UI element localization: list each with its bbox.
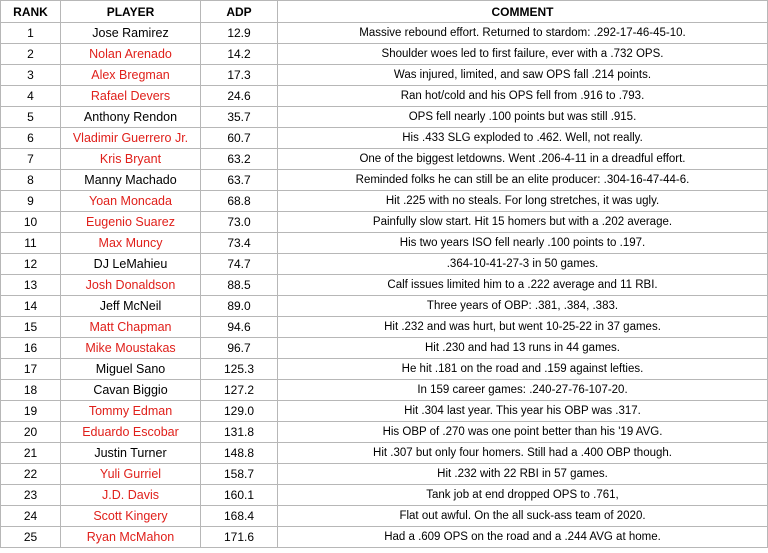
player-cell: Eugenio Suarez <box>61 212 201 233</box>
player-cell: Manny Machado <box>61 170 201 191</box>
adp-cell: 73.4 <box>201 233 278 254</box>
rank-cell: 3 <box>1 65 61 86</box>
header-adp: ADP <box>201 1 278 23</box>
rank-cell: 9 <box>1 191 61 212</box>
player-cell: Jeff McNeil <box>61 296 201 317</box>
rank-cell: 19 <box>1 401 61 422</box>
header-row <box>1 1 768 23</box>
rank-cell: 20 <box>1 422 61 443</box>
player-cell: Mike Moustakas <box>61 338 201 359</box>
comment-cell: He hit .181 on the road and .159 against lefties. <box>278 359 768 380</box>
table-row <box>1 401 768 422</box>
comment-cell: His .433 SLG exploded to .462. Well, not really. <box>278 128 768 149</box>
player-cell: Yuli Gurriel <box>61 464 201 485</box>
rank-cell: 25 <box>1 527 61 548</box>
comment-cell: In 159 career games: .240-27-76-107-20. <box>278 380 768 401</box>
player-cell: Kris Bryant <box>61 149 201 170</box>
player-cell: Max Muncy <box>61 233 201 254</box>
table-row <box>1 296 768 317</box>
adp-cell: 73.0 <box>201 212 278 233</box>
table-row <box>1 338 768 359</box>
comment-cell: Ran hot/cold and his OPS fell from .916 to .793. <box>278 86 768 107</box>
adp-cell: 14.2 <box>201 44 278 65</box>
table-row <box>1 422 768 443</box>
player-cell: Rafael Devers <box>61 86 201 107</box>
table-row <box>1 149 768 170</box>
adp-cell: 96.7 <box>201 338 278 359</box>
player-cell: Ryan McMahon <box>61 527 201 548</box>
player-cell: Matt Chapman <box>61 317 201 338</box>
header-player: PLAYER <box>61 1 201 23</box>
table-row <box>1 275 768 296</box>
adp-cell: 63.7 <box>201 170 278 191</box>
adp-cell: 24.6 <box>201 86 278 107</box>
comment-cell: .364-10-41-27-3 in 50 games. <box>278 254 768 275</box>
player-cell: Anthony Rendon <box>61 107 201 128</box>
comment-cell: Massive rebound effort. Returned to stardom: .292-17-46-45-10. <box>278 23 768 44</box>
comment-cell: OPS fell nearly .100 points but was still .915. <box>278 107 768 128</box>
adp-cell: 131.8 <box>201 422 278 443</box>
adp-cell: 12.9 <box>201 23 278 44</box>
comment-cell: Flat out awful. On the all suck-ass team of 2020. <box>278 506 768 527</box>
adp-cell: 74.7 <box>201 254 278 275</box>
rank-cell: 17 <box>1 359 61 380</box>
rank-cell: 24 <box>1 506 61 527</box>
adp-cell: 168.4 <box>201 506 278 527</box>
player-cell: Josh Donaldson <box>61 275 201 296</box>
comment-cell: Hit .232 with 22 RBI in 57 games. <box>278 464 768 485</box>
comment-cell: His OBP of .270 was one point better than his '19 AVG. <box>278 422 768 443</box>
rank-cell: 12 <box>1 254 61 275</box>
comment-cell: Hit .304 last year. This year his OBP was .317. <box>278 401 768 422</box>
table-body <box>1 23 768 548</box>
player-cell: Justin Turner <box>61 443 201 464</box>
table-row <box>1 527 768 548</box>
rank-cell: 21 <box>1 443 61 464</box>
adp-cell: 148.8 <box>201 443 278 464</box>
player-cell: Vladimir Guerrero Jr. <box>61 128 201 149</box>
rank-cell: 18 <box>1 380 61 401</box>
comment-cell: Hit .230 and had 13 runs in 44 games. <box>278 338 768 359</box>
comment-cell: Had a .609 OPS on the road and a .244 AVG at home. <box>278 527 768 548</box>
comment-cell: Reminded folks he can still be an elite producer: .304-16-47-44-6. <box>278 170 768 191</box>
table-row <box>1 380 768 401</box>
rank-cell: 23 <box>1 485 61 506</box>
player-cell: Miguel Sano <box>61 359 201 380</box>
rank-cell: 5 <box>1 107 61 128</box>
rank-cell: 16 <box>1 338 61 359</box>
rank-cell: 2 <box>1 44 61 65</box>
comment-cell: His two years ISO fell nearly .100 points to .197. <box>278 233 768 254</box>
player-cell: Tommy Edman <box>61 401 201 422</box>
player-cell: Jose Ramirez <box>61 23 201 44</box>
table-row <box>1 86 768 107</box>
comment-cell: Hit .307 but only four homers. Still had a .400 OBP though. <box>278 443 768 464</box>
player-cell: Alex Bregman <box>61 65 201 86</box>
player-cell: DJ LeMahieu <box>61 254 201 275</box>
adp-cell: 89.0 <box>201 296 278 317</box>
adp-cell: 63.2 <box>201 149 278 170</box>
comment-cell: Was injured, limited, and saw OPS fall .214 points. <box>278 65 768 86</box>
header-comment: COMMENT <box>278 1 768 23</box>
rank-cell: 7 <box>1 149 61 170</box>
comment-cell: Shoulder woes led to first failure, ever with a .732 OPS. <box>278 44 768 65</box>
adp-cell: 158.7 <box>201 464 278 485</box>
table-row <box>1 191 768 212</box>
table-row <box>1 317 768 338</box>
player-cell: Nolan Arenado <box>61 44 201 65</box>
rank-cell: 11 <box>1 233 61 254</box>
adp-cell: 127.2 <box>201 380 278 401</box>
rank-cell: 1 <box>1 23 61 44</box>
adp-cell: 60.7 <box>201 128 278 149</box>
rank-cell: 14 <box>1 296 61 317</box>
comment-cell: Calf issues limited him to a .222 average and 11 RBI. <box>278 275 768 296</box>
rank-cell: 15 <box>1 317 61 338</box>
table-row <box>1 485 768 506</box>
player-cell: Scott Kingery <box>61 506 201 527</box>
player-cell: Yoan Moncada <box>61 191 201 212</box>
player-cell: Cavan Biggio <box>61 380 201 401</box>
table-row <box>1 65 768 86</box>
table-row <box>1 254 768 275</box>
adp-cell: 68.8 <box>201 191 278 212</box>
adp-cell: 171.6 <box>201 527 278 548</box>
player-cell: J.D. Davis <box>61 485 201 506</box>
rank-cell: 8 <box>1 170 61 191</box>
player-cell: Eduardo Escobar <box>61 422 201 443</box>
comment-cell: Painfully slow start. Hit 15 homers but with a .202 average. <box>278 212 768 233</box>
comment-cell: Hit .225 with no steals. For long stretches, it was ugly. <box>278 191 768 212</box>
adp-cell: 125.3 <box>201 359 278 380</box>
comment-cell: Three years of OBP: .381, .384, .383. <box>278 296 768 317</box>
table-row <box>1 128 768 149</box>
adp-cell: 160.1 <box>201 485 278 506</box>
adp-cell: 129.0 <box>201 401 278 422</box>
table-row <box>1 359 768 380</box>
comment-cell: Hit .232 and was hurt, but went 10-25-22 in 37 games. <box>278 317 768 338</box>
table-row <box>1 170 768 191</box>
table-row <box>1 506 768 527</box>
table-row <box>1 443 768 464</box>
header-rank: RANK <box>1 1 61 23</box>
rank-cell: 6 <box>1 128 61 149</box>
rank-cell: 10 <box>1 212 61 233</box>
rank-cell: 4 <box>1 86 61 107</box>
adp-cell: 88.5 <box>201 275 278 296</box>
adp-cell: 35.7 <box>201 107 278 128</box>
table-row <box>1 233 768 254</box>
table-row <box>1 212 768 233</box>
comment-cell: One of the biggest letdowns. Went .206-4-11 in a dreadful effort. <box>278 149 768 170</box>
table-row <box>1 107 768 128</box>
table-row <box>1 44 768 65</box>
table-row <box>1 23 768 44</box>
comment-cell: Tank job at end dropped OPS to .761, <box>278 485 768 506</box>
rank-cell: 22 <box>1 464 61 485</box>
table-row <box>1 464 768 485</box>
rank-cell: 13 <box>1 275 61 296</box>
adp-cell: 17.3 <box>201 65 278 86</box>
adp-cell: 94.6 <box>201 317 278 338</box>
